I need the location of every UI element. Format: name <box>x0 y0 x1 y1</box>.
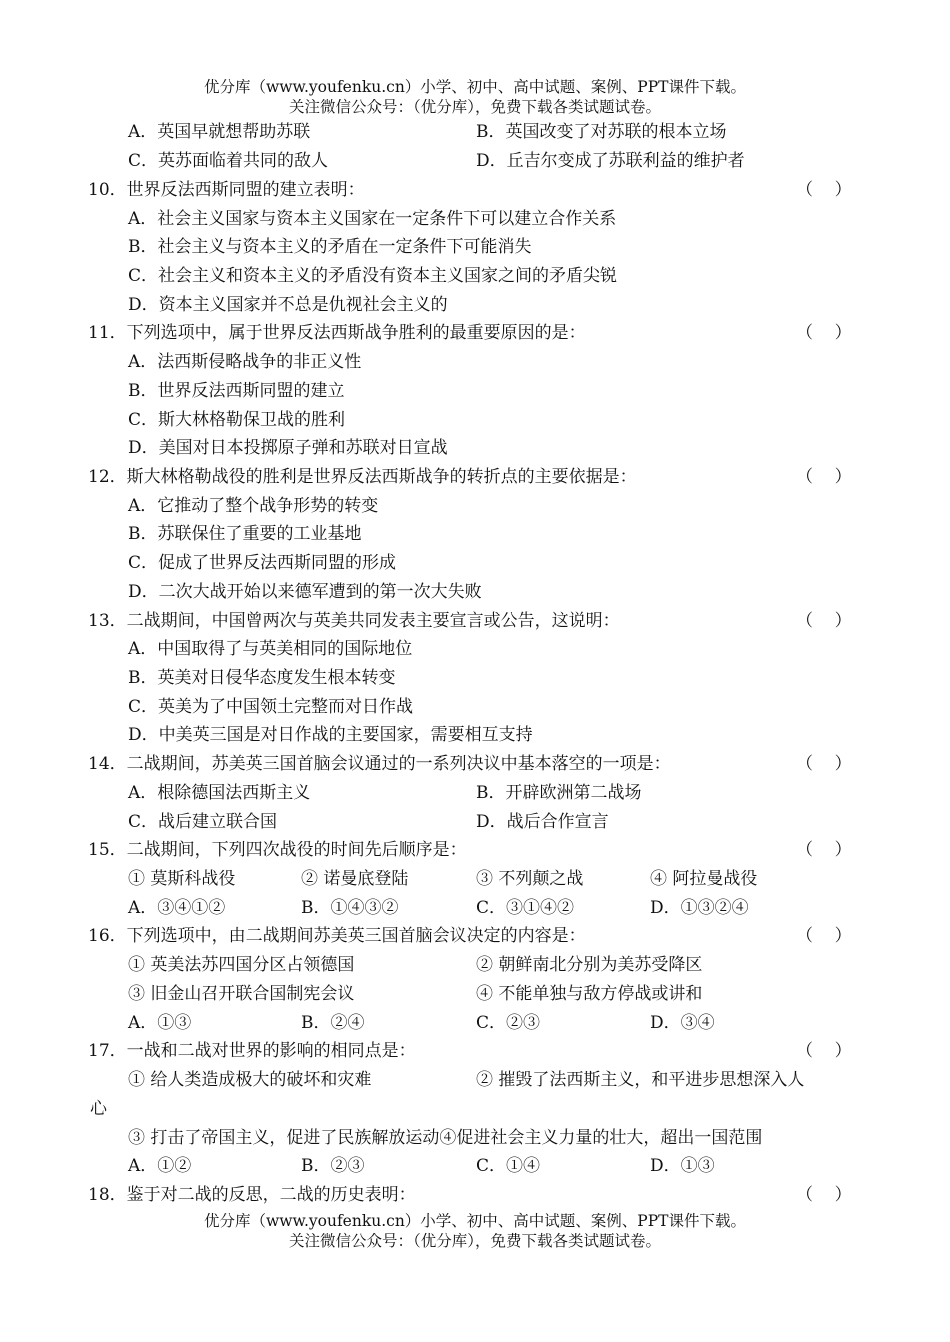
q17-stem: 17．一战和二战对世界的影响的相同点是： <box>88 1041 416 1061</box>
q12-option-d: D．二次大战开始以来德军遭到的第一次大失败 <box>128 582 482 602</box>
q14-stem: 14．二战期间，苏美英三国首脑会议通过的一系列决议中基本落空的一项是： <box>88 754 671 774</box>
q12-stem: 12．斯大林格勒战役的胜利是世界反法西斯战争的转折点的主要依据是： <box>88 467 637 487</box>
q16-option-a: A．①③ <box>128 1013 192 1033</box>
q17-item-1: ① 给人类造成极大的破坏和灾难 <box>128 1070 372 1090</box>
q11-option-d: D．美国对日本投掷原子弹和苏联对日宣战 <box>128 438 448 458</box>
q9-option-c: C．英苏面临着共同的敌人 <box>128 151 329 171</box>
q15-item-2: ② 诺曼底登陆 <box>301 869 409 889</box>
q9-option-d: D．丘吉尔变成了苏联利益的维护者 <box>476 151 745 171</box>
footer-line-1: 优分库（www.youfenku.cn）小学、初中、高中试题、案例、PPT课件下载。 <box>203 1212 747 1230</box>
q11-option-c: C．斯大林格勒保卫战的胜利 <box>128 410 346 430</box>
q14-option-b: B．开辟欧洲第二战场 <box>476 783 642 803</box>
q13-option-c: C．英美为了中国领土完整而对日作战 <box>128 697 414 717</box>
q11-stem: 11．下列选项中，属于世界反法西斯战争胜利的最重要原因的是： <box>88 323 586 343</box>
q9-option-a: A．英国早就想帮助苏联 <box>128 122 311 142</box>
q16-option-c: C．②③ <box>476 1013 541 1033</box>
q12-option-b: B．苏联保住了重要的工业基地 <box>128 524 362 544</box>
q10-stem: 10．世界反法西斯同盟的建立表明： <box>88 180 365 200</box>
q15-item-3: ③ 不列颠之战 <box>476 869 584 889</box>
q17-option-c: C．①④ <box>476 1156 541 1176</box>
q15-item-1: ① 莫斯科战役 <box>128 869 236 889</box>
q16-item-1: ① 英美法苏四国分区占领德国 <box>128 955 355 975</box>
q13-option-b: B．英美对日侵华态度发生根本转变 <box>128 668 396 688</box>
q11-option-a: A．法西斯侵略战争的非正义性 <box>128 352 362 372</box>
q13-option-d: D．中美英三国是对日作战的主要国家，需要相互支持 <box>128 725 533 745</box>
q14-answer-paren: （ ） <box>796 754 852 774</box>
q15-option-c: C．③①④② <box>476 898 575 918</box>
header-line-2: 关注微信公众号：（优分库），免费下载各类试题试卷。 <box>288 98 661 116</box>
q13-stem: 13．二战期间，中国曾两次与英美共同发表主要宣言或公告，这说明： <box>88 611 620 631</box>
q17-answer-paren: （ ） <box>796 1041 852 1061</box>
q16-stem: 16．下列选项中，由二战期间苏美英三国首脑会议决定的内容是： <box>88 926 586 946</box>
q18-answer-paren: （ ） <box>796 1185 852 1205</box>
q16-option-d: D．③④ <box>650 1013 715 1033</box>
q17-items-3-4: ③ 打击了帝国主义，促进了民族解放运动④促进社会主义力量的壮大，超出一国范围 <box>128 1128 763 1148</box>
q11-answer-paren: （ ） <box>796 323 852 343</box>
q16-option-b: B．②④ <box>301 1013 365 1033</box>
q15-answer-paren: （ ） <box>796 840 852 860</box>
q10-option-b: B．社会主义与资本主义的矛盾在一定条件下可能消失 <box>128 237 532 257</box>
q17-option-b: B．②③ <box>301 1156 365 1176</box>
q10-option-c: C．社会主义和资本主义的矛盾没有资本主义国家之间的矛盾尖锐 <box>128 266 618 286</box>
q15-option-a: A．③④①② <box>128 898 226 918</box>
q14-option-a: A．根除德国法西斯主义 <box>128 783 311 803</box>
q14-option-d: D．战后合作宣言 <box>476 812 609 832</box>
q13-answer-paren: （ ） <box>796 611 852 631</box>
q16-item-4: ④ 不能单独与敌方停战或讲和 <box>476 984 703 1004</box>
q12-answer-paren: （ ） <box>796 467 852 487</box>
q17-option-d: D．①③ <box>650 1156 715 1176</box>
q9-option-b: B．英国改变了对苏联的根本立场 <box>476 122 727 142</box>
q17-item-2-continuation: 心 <box>90 1099 107 1119</box>
q16-item-2: ② 朝鲜南北分别为美苏受降区 <box>476 955 703 975</box>
q14-option-c: C．战后建立联合国 <box>128 812 278 832</box>
q12-option-a: A．它推动了整个战争形势的转变 <box>128 496 379 516</box>
footer-line-2: 关注微信公众号：（优分库），免费下载各类试题试卷。 <box>288 1232 661 1250</box>
q15-stem: 15．二战期间，下列四次战役的时间先后顺序是： <box>88 840 467 860</box>
q10-option-d: D．资本主义国家并不总是仇视社会主义的 <box>128 295 448 315</box>
q18-stem: 18．鉴于对二战的反思，二战的历史表明： <box>88 1185 416 1205</box>
q16-answer-paren: （ ） <box>796 926 852 946</box>
q15-option-d: D．①③②④ <box>650 898 749 918</box>
q16-item-3: ③ 旧金山召开联合国制宪会议 <box>128 984 355 1004</box>
header-line-1: 优分库（www.youfenku.cn）小学、初中、高中试题、案例、PPT课件下载。 <box>203 78 747 96</box>
q13-option-a: A．中国取得了与英美相同的国际地位 <box>128 639 413 659</box>
q12-option-c: C．促成了世界反法西斯同盟的形成 <box>128 553 397 573</box>
q15-item-4: ④ 阿拉曼战役 <box>650 869 758 889</box>
q10-answer-paren: （ ） <box>796 180 852 200</box>
q11-option-b: B．世界反法西斯同盟的建立 <box>128 381 345 401</box>
q17-item-2: ② 摧毁了法西斯主义，和平进步思想深入人 <box>476 1070 805 1090</box>
q17-option-a: A．①② <box>128 1156 192 1176</box>
q15-option-b: B．①④③② <box>301 898 399 918</box>
q10-option-a: A．社会主义国家与资本主义国家在一定条件下可以建立合作关系 <box>128 209 617 229</box>
